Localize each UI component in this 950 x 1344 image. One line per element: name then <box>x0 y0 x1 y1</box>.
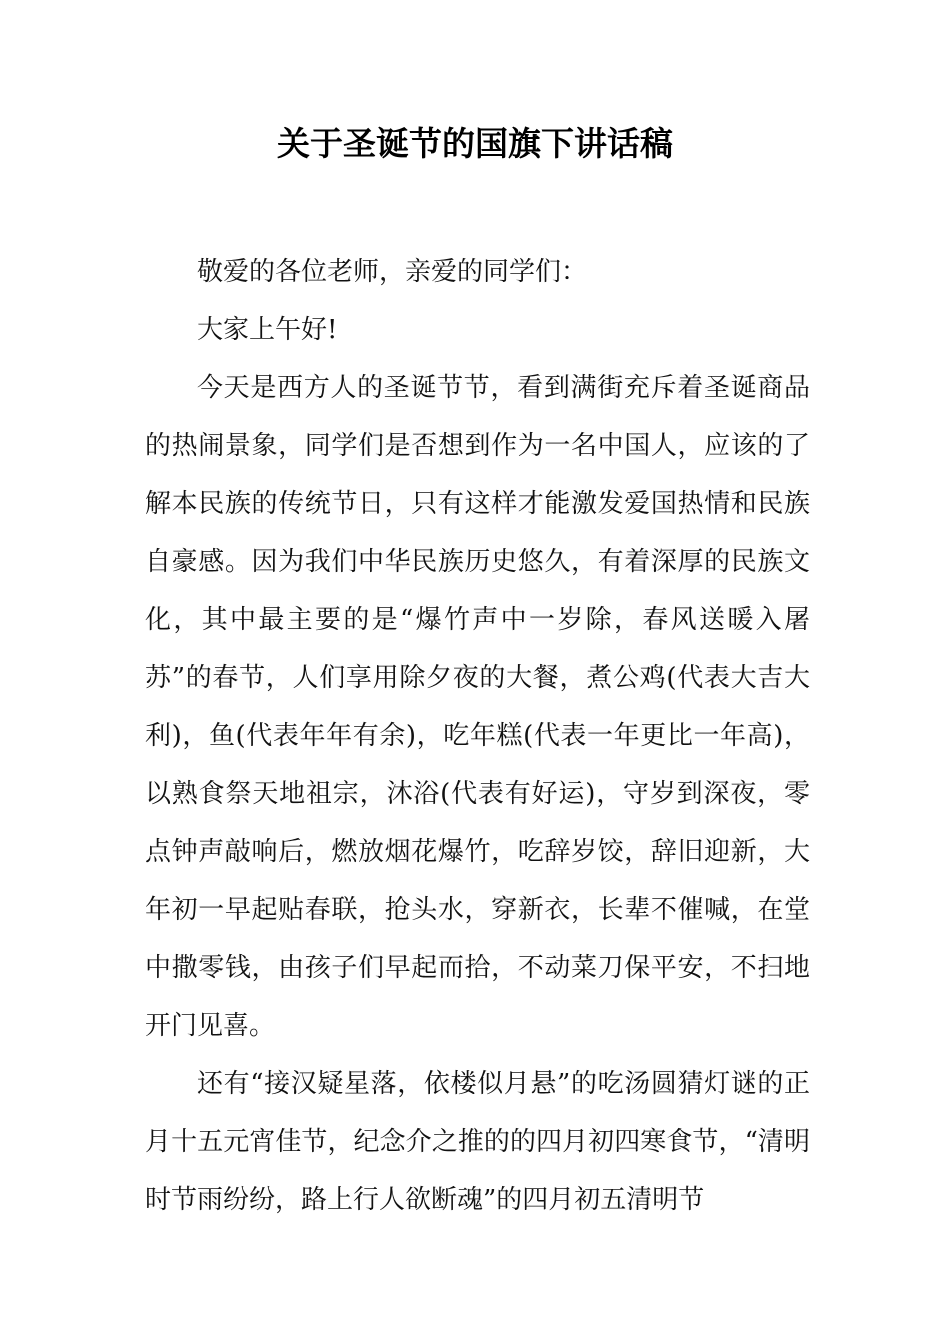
document-body <box>145 243 810 1229</box>
paragraph-greeting: 敬爱的各位老师，亲爱的同学们： <box>197 257 588 287</box>
document-title: 关于圣诞节的国旗下讲话稿 <box>277 124 673 163</box>
paragraph-spring-festival: 今天是西方人的圣诞节节，看到满街充斥着圣诞商品的热闹景象，同学们是否想到作为一名中国人，应该的了解本民族的传统节日，只有这样才能激发爱国热情和民族自豪感。因为我们中华民族历史悠久，有着深厚的民族文化，其中最主要的是“爆竹声中一岁除，春风送暖入屠苏”的春节，人们享用除夕夜的大餐，煮公鸡(代表大吉大利)，鱼(代表年年有余)，吃年糕(代表一年更比一年高)，以熟食祭天地祖宗，沐浴(代表有好运)，守岁到深夜，零点钟声敲响后，燃放烟花爆竹，吃辞岁饺，辞旧迎新，大年初一早起贴春联，抢头水，穿新衣，长辈不催喊，在堂中撒零钱，由孩子们早起而拾，不动菜刀保平安，不扫地开门见喜。 <box>145 373 810 1041</box>
paragraph-good-morning: 大家上午好! <box>197 315 338 345</box>
paragraph-other-festivals: 还有“接汉疑星落，依楼似月悬”的吃汤圆猜灯谜的正月十五元宵佳节，纪念介之推的的四月初四寒食节，“清明时节雨纷纷，路上行人欲断魂”的四月初五清明节 <box>145 1069 810 1215</box>
